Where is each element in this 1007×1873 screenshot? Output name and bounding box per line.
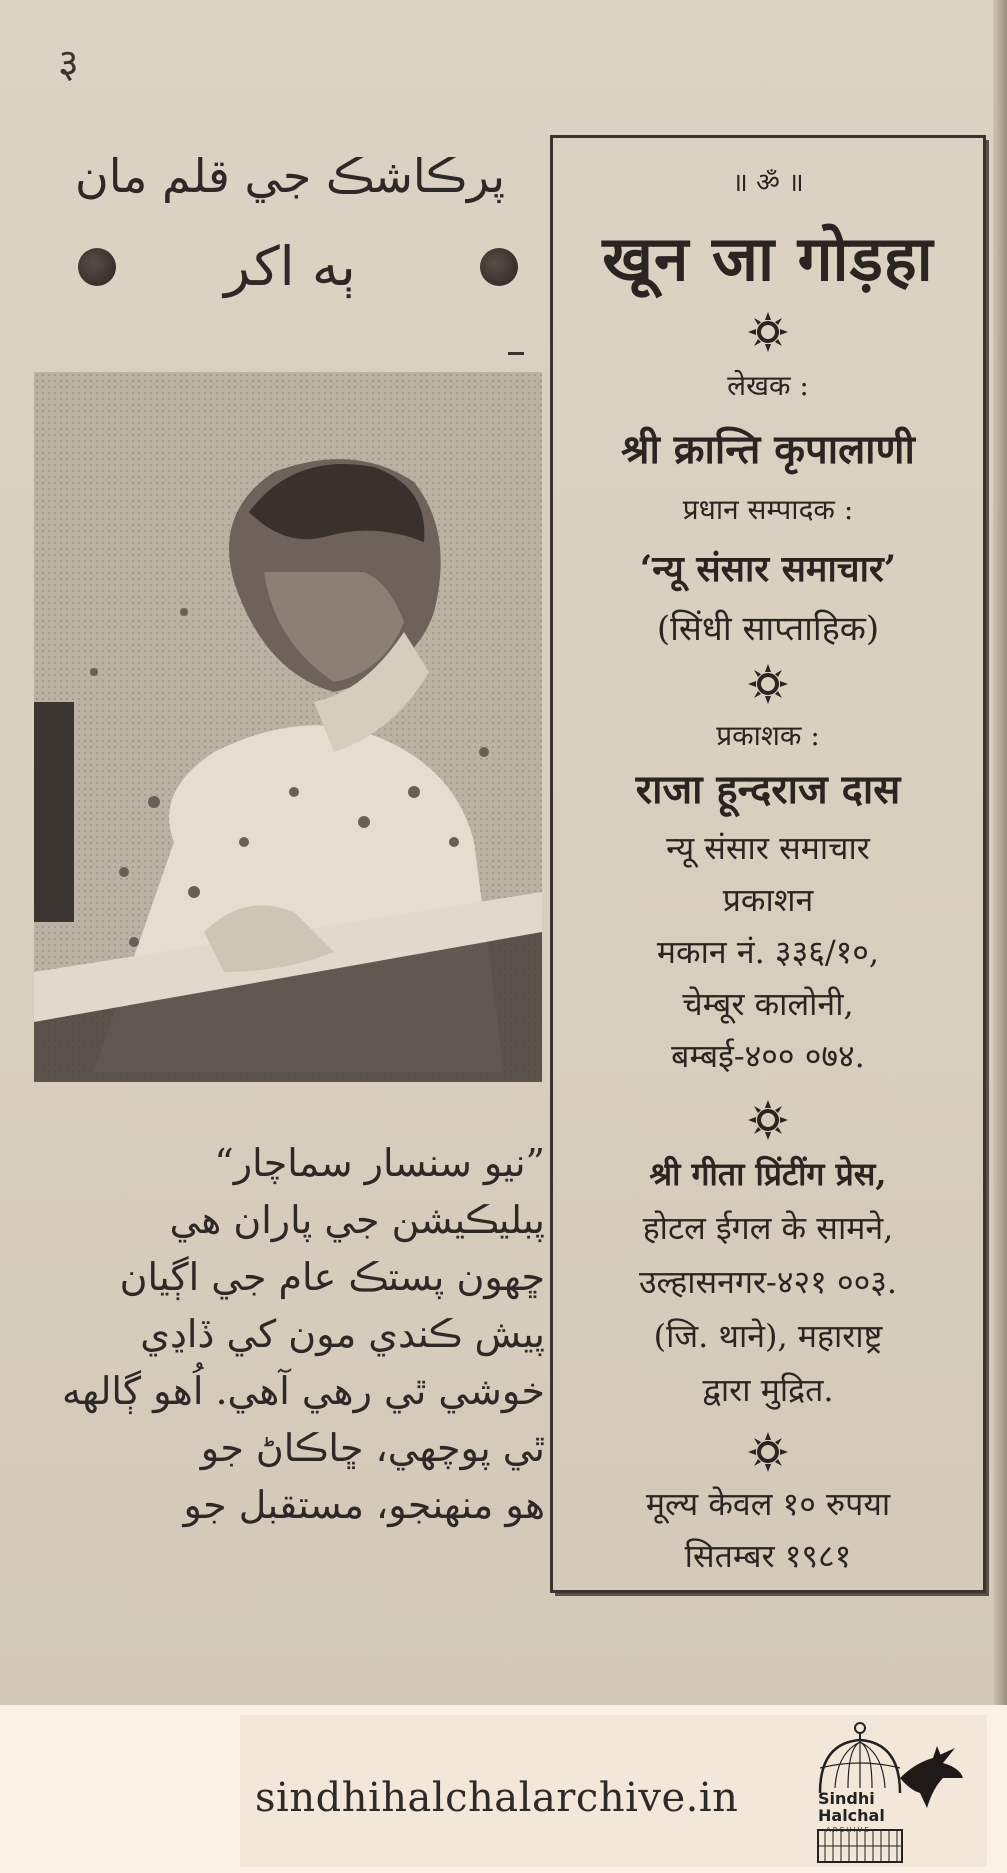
- divider-mark: [508, 352, 524, 355]
- printer-line: होटल ईगल के सामने,: [642, 1209, 894, 1247]
- body-line: پبليڪيشن جي پاران هي: [169, 1198, 545, 1242]
- archive-url-link[interactable]: sindhihalchalarchive.in: [255, 1775, 739, 1821]
- sindhi-body-text: [40, 1135, 545, 1534]
- body-line: هو منهنجو، مستقبل جو: [183, 1483, 545, 1527]
- bullet-icon: [78, 248, 116, 286]
- printer-line: द्वारा मुद्रित.: [702, 1371, 834, 1409]
- printer-line: (जि. थाने), महाराष्ट्र: [653, 1317, 883, 1355]
- editor-label: प्रधान सम्पादक :: [682, 493, 854, 526]
- sun-ornament-icon: [746, 1098, 790, 1142]
- publication-date: सितम्बर १९८१: [684, 1537, 852, 1575]
- book-title: खून जा गोड़हा: [602, 222, 934, 295]
- logo-line-2: Halchal: [818, 1806, 885, 1825]
- author-name: श्री क्रान्ति कृपालाणी: [621, 426, 915, 473]
- page-edge: [993, 0, 1007, 1705]
- printer-line: उल्हासनगर-४२१ ००३.: [638, 1263, 898, 1301]
- price: मूल्य केवल १० रुपया: [645, 1485, 891, 1523]
- bullet-icon: [480, 248, 518, 286]
- body-line: خوشي ٿي رهي آهي. اُهو ڳالهه: [61, 1369, 545, 1413]
- title-panel: [550, 135, 986, 1593]
- publisher-address-line: न्यू संसार समाचार: [666, 829, 870, 867]
- om-symbol: ॥ ॐ ॥: [732, 168, 804, 198]
- sun-ornament-icon: [746, 310, 790, 354]
- heading-line-1: پرڪاشڪ جي قلم مان: [74, 149, 506, 203]
- newspaper-name: ‘न्यू संसार समाचार’: [639, 548, 897, 590]
- author-label: लेखक :: [727, 369, 809, 402]
- publisher-name: राजा हून्दराज दास: [635, 766, 901, 813]
- body-line: پيش ڪندي مون کي ڏاڍي: [140, 1312, 545, 1356]
- publisher-address-line: मकान नं. ३३६/१०,: [656, 933, 880, 971]
- publisher-address-line: चेम्बूर कालोनी,: [682, 985, 854, 1023]
- publisher-address-line: बम्बई-४०० ०७४.: [671, 1037, 865, 1075]
- heading-line-2-text: ٻه اکر: [224, 234, 356, 298]
- sun-ornament-icon: [746, 662, 790, 706]
- author-photo: [34, 372, 542, 1082]
- sun-ornament-icon: [746, 1430, 790, 1474]
- page-number: ३: [58, 41, 79, 87]
- photo-illustration: [34, 372, 542, 1082]
- body-line: ٿي پوچهي، ڇاڪاڻ جو: [200, 1426, 545, 1470]
- logo-subtitle: ARCHIVE: [826, 1826, 871, 1834]
- publisher-address-line: प्रकाशन: [722, 881, 814, 919]
- logo-line-1: Sindhi: [818, 1789, 875, 1808]
- newspaper-type: (सिंधी साप्ताहिक): [656, 609, 880, 649]
- body-line: ”نيو سنسار سماچار“: [214, 1141, 545, 1185]
- logo-wordmark: [818, 1790, 885, 1824]
- printer-line: श्री गीता प्रिंटींग प्रेस,: [649, 1155, 887, 1193]
- body-line: ڇهون پستڪ عام جي اڳيان: [119, 1255, 545, 1299]
- heading-line-2: [40, 224, 540, 310]
- sindhi-heading: [40, 140, 540, 310]
- publisher-label: प्रकाशक :: [716, 719, 820, 752]
